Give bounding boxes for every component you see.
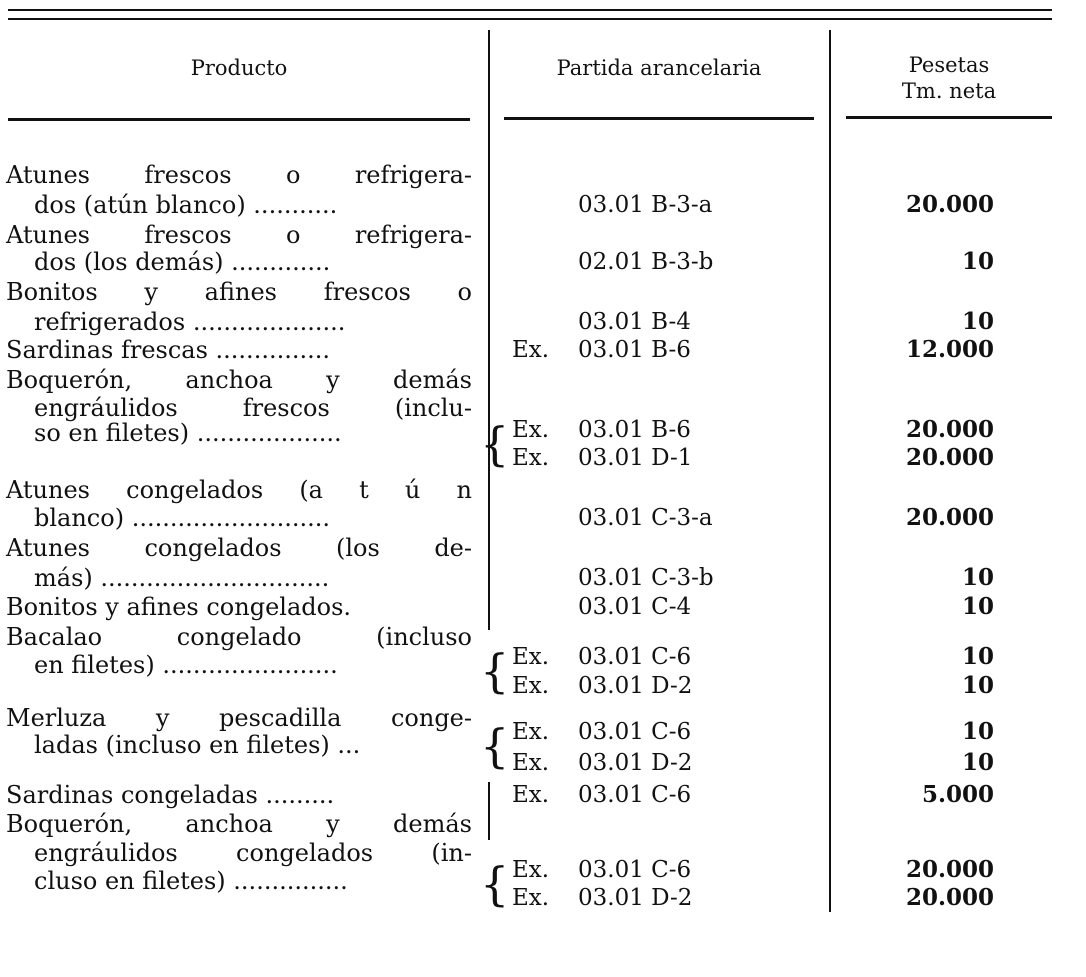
product-line: engráulidos frescos (inclu-: [34, 394, 472, 422]
column-divider: [488, 782, 490, 840]
pesetas-value: 20.000: [905, 444, 994, 471]
pesetas-value: 10: [961, 564, 994, 591]
header-producto: Producto: [190, 56, 288, 80]
product-line: más) ..............................: [34, 564, 330, 592]
partida-code: 03.01 D-2: [578, 673, 693, 699]
partida-prefix: Ex.: [512, 857, 550, 883]
header-pesetas-line2: Tm. neta: [901, 79, 997, 103]
partida-code: 03.01 D-2: [578, 885, 693, 911]
pesetas-value: 10: [961, 643, 994, 670]
pesetas-value: 20.000: [905, 191, 994, 218]
product-line: Atunes congelados (a t ú n: [6, 476, 472, 504]
product-line: Atunes frescos o refrigera-: [6, 221, 472, 249]
product-line: engráulidos congelados (in-: [34, 839, 472, 867]
product-line: dos (los demás) .............: [34, 248, 331, 276]
product-line: Merluza y pescadilla conge-: [6, 704, 472, 732]
group-brace: {: [480, 417, 510, 471]
partida-code: 03.01 B-6: [578, 337, 691, 363]
column-divider: [488, 30, 490, 630]
partida-prefix: Ex.: [512, 673, 550, 699]
product-line: Sardinas congeladas .........: [6, 781, 335, 809]
partida-code: 03.01 B-6: [578, 417, 691, 443]
partida-code: 03.01 B-3-a: [578, 192, 713, 218]
pesetas-value: 10: [961, 672, 994, 699]
product-line: Boquerón, anchoa y demás: [6, 810, 472, 838]
product-line: Bonitos y afines congelados.: [6, 593, 352, 621]
pesetas-value: 10: [961, 308, 994, 335]
product-line: Atunes frescos o refrigera-: [6, 161, 472, 189]
partida-code: 03.01 C-6: [578, 719, 692, 745]
partida-code: 03.01 C-6: [578, 644, 692, 670]
product-line: cluso en filetes) ...............: [34, 867, 348, 895]
partida-prefix: Ex.: [512, 644, 550, 670]
partida-prefix: Ex.: [512, 337, 550, 363]
partida-prefix: Ex.: [512, 719, 550, 745]
product-line: blanco) ..........................: [34, 504, 331, 532]
pesetas-value: 20.000: [905, 504, 994, 531]
partida-prefix: Ex.: [512, 885, 550, 911]
top-rule: [8, 9, 1052, 11]
pesetas-value: 10: [961, 248, 994, 275]
pesetas-value: 10: [961, 749, 994, 776]
product-line: Bonitos y afines frescos o: [6, 278, 472, 306]
product-line: en filetes) .......................: [34, 651, 338, 679]
product-line: refrigerados ....................: [34, 308, 346, 336]
product-line: dos (atún blanco) ...........: [34, 191, 338, 219]
partida-code: 02.01 B-3-b: [578, 249, 714, 275]
column-divider: [829, 30, 831, 912]
group-brace: {: [480, 644, 510, 698]
header-underline-partida: [504, 117, 814, 120]
header-partida: Partida arancelaria: [556, 56, 762, 80]
pesetas-value: 10: [961, 718, 994, 745]
partida-prefix: Ex.: [512, 750, 550, 776]
partida-code: 03.01 C-3-a: [578, 505, 713, 531]
partida-prefix: Ex.: [512, 445, 550, 471]
group-brace: {: [480, 857, 510, 911]
product-line: Sardinas frescas ...............: [6, 336, 330, 364]
pesetas-value: 20.000: [905, 856, 994, 883]
partida-prefix: Ex.: [512, 782, 550, 808]
product-line: Bacalao congelado (incluso: [6, 623, 472, 651]
product-line: Atunes congelados (los de-: [6, 534, 472, 562]
group-brace: {: [480, 719, 510, 773]
header-underline-pesetas: [846, 116, 1052, 119]
product-line: Boquerón, anchoa y demás: [6, 366, 472, 394]
pesetas-value: 10: [961, 593, 994, 620]
pesetas-value: 12.000: [905, 336, 994, 363]
header-pesetas-line1: Pesetas: [908, 53, 990, 77]
pesetas-value: 20.000: [905, 416, 994, 443]
partida-code: 03.01 C-6: [578, 857, 692, 883]
partida-code: 03.01 B-4: [578, 309, 691, 335]
partida-code: 03.01 C-4: [578, 594, 692, 620]
top-rule-2: [8, 18, 1052, 20]
partida-code: 03.01 D-1: [578, 445, 693, 471]
header-underline-producto: [8, 118, 470, 121]
partida-code: 03.01 C-3-b: [578, 565, 714, 591]
partida-prefix: Ex.: [512, 417, 550, 443]
product-line: so en filetes) ...................: [34, 419, 342, 447]
pesetas-value: 20.000: [905, 884, 994, 911]
partida-code: 03.01 D-2: [578, 750, 693, 776]
header-pesetas: [846, 52, 1052, 104]
pesetas-value: 5.000: [921, 781, 994, 808]
partida-code: 03.01 C-6: [578, 782, 692, 808]
product-line: ladas (incluso en filetes) ...: [34, 731, 361, 759]
